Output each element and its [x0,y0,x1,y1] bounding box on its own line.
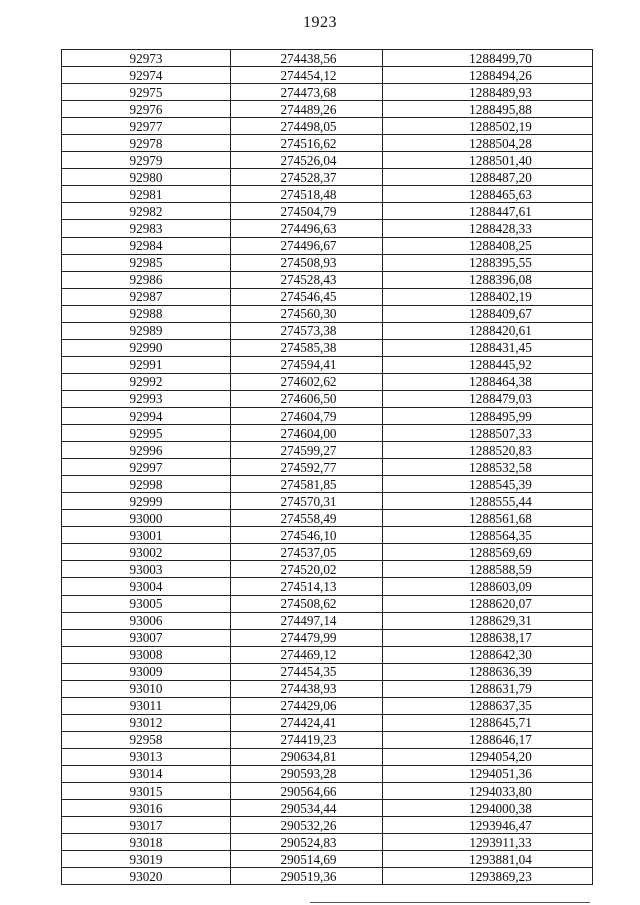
table-row [62,800,593,817]
x-coordinate-cell: 274516,62 [231,135,383,152]
point-number-cell: 93018 [62,834,231,851]
point-number-cell: 92976 [62,101,231,118]
x-coordinate-cell: 274429,06 [231,697,383,714]
table-row [62,203,593,220]
x-coordinate-cell: 290634,81 [231,748,383,765]
table-row [62,595,593,612]
x-coordinate-cell: 274604,79 [231,407,383,424]
table-row [62,459,593,476]
point-number-cell: 92973 [62,50,231,67]
point-number-cell: 93017 [62,817,231,834]
table-row [62,731,593,748]
table-row [62,254,593,271]
y-coordinate-cell: 1288431,45 [383,339,593,356]
table-row [62,544,593,561]
point-number-cell: 92981 [62,186,231,203]
x-coordinate-cell: 274570,31 [231,493,383,510]
table-row [62,629,593,646]
x-coordinate-cell: 290593,28 [231,765,383,782]
y-coordinate-cell: 1288507,33 [383,425,593,442]
x-coordinate-cell: 274560,30 [231,305,383,322]
point-number-cell: 92997 [62,459,231,476]
y-coordinate-cell: 1288631,79 [383,680,593,697]
table-row [62,527,593,544]
y-coordinate-cell: 1293911,33 [383,834,593,851]
x-coordinate-cell: 274469,12 [231,646,383,663]
point-number-cell: 93016 [62,800,231,817]
table-row [62,237,593,254]
x-coordinate-cell: 274454,12 [231,67,383,84]
point-number-cell: 92995 [62,425,231,442]
y-coordinate-cell: 1288638,17 [383,629,593,646]
x-coordinate-cell: 274479,99 [231,629,383,646]
table-row [62,118,593,135]
y-coordinate-cell: 1293946,47 [383,817,593,834]
x-coordinate-cell: 274581,85 [231,476,383,493]
y-coordinate-cell: 1288502,19 [383,118,593,135]
table-row [62,748,593,765]
point-number-cell: 92989 [62,322,231,339]
table-row [62,152,593,169]
point-number-cell: 92958 [62,731,231,748]
point-number-cell: 92975 [62,84,231,101]
x-coordinate-cell: 274537,05 [231,544,383,561]
x-coordinate-cell: 274508,62 [231,595,383,612]
x-coordinate-cell: 274599,27 [231,442,383,459]
table-row [62,851,593,868]
y-coordinate-cell: 1288494,26 [383,67,593,84]
y-coordinate-cell: 1288620,07 [383,595,593,612]
x-coordinate-cell: 274546,45 [231,288,383,305]
x-coordinate-cell: 274489,26 [231,101,383,118]
table-row [62,288,593,305]
point-number-cell: 92987 [62,288,231,305]
y-coordinate-cell: 1288428,33 [383,220,593,237]
x-coordinate-cell: 274438,93 [231,680,383,697]
point-number-cell: 93014 [62,765,231,782]
point-number-cell: 93005 [62,595,231,612]
table-row [62,493,593,510]
table-row [62,646,593,663]
y-coordinate-cell: 1294051,36 [383,765,593,782]
table-row [62,680,593,697]
point-number-cell: 92993 [62,390,231,407]
y-coordinate-cell: 1288445,92 [383,356,593,373]
x-coordinate-cell: 274514,13 [231,578,383,595]
point-number-cell: 92994 [62,407,231,424]
x-coordinate-cell: 274528,43 [231,271,383,288]
point-number-cell: 93003 [62,561,231,578]
point-number-cell: 93006 [62,612,231,629]
table-row [62,169,593,186]
table-row [62,84,593,101]
y-coordinate-cell: 1288564,35 [383,527,593,544]
x-coordinate-cell: 274558,49 [231,510,383,527]
table-row [62,390,593,407]
page-number: 1923 [303,14,337,31]
y-coordinate-cell: 1288555,44 [383,493,593,510]
bottom-rule [310,902,590,903]
y-coordinate-cell: 1288479,03 [383,390,593,407]
point-number-cell: 93012 [62,714,231,731]
point-number-cell: 92986 [62,271,231,288]
y-coordinate-cell: 1288646,17 [383,731,593,748]
table-row [62,561,593,578]
point-number-cell: 93019 [62,851,231,868]
y-coordinate-cell: 1294033,80 [383,783,593,800]
point-number-cell: 93002 [62,544,231,561]
table-row [62,305,593,322]
x-coordinate-cell: 274419,23 [231,731,383,748]
table-row [62,67,593,84]
x-coordinate-cell: 290532,26 [231,817,383,834]
x-coordinate-cell: 274573,38 [231,322,383,339]
y-coordinate-cell: 1293881,04 [383,851,593,868]
coordinates-table-body [62,50,593,885]
y-coordinate-cell: 1288569,69 [383,544,593,561]
y-coordinate-cell: 1288603,09 [383,578,593,595]
point-number-cell: 92984 [62,237,231,254]
point-number-cell: 93020 [62,868,231,885]
y-coordinate-cell: 1288409,67 [383,305,593,322]
table-row [62,578,593,595]
x-coordinate-cell: 274602,62 [231,373,383,390]
y-coordinate-cell: 1288642,30 [383,646,593,663]
x-coordinate-cell: 274546,10 [231,527,383,544]
y-coordinate-cell: 1288408,25 [383,237,593,254]
x-coordinate-cell: 290519,36 [231,868,383,885]
x-coordinate-cell: 274592,77 [231,459,383,476]
y-coordinate-cell: 1288495,88 [383,101,593,118]
table-row [62,50,593,67]
table-row [62,714,593,731]
y-coordinate-cell: 1288464,38 [383,373,593,390]
point-number-cell: 93011 [62,697,231,714]
table-row [62,697,593,714]
x-coordinate-cell: 290534,44 [231,800,383,817]
table-row [62,271,593,288]
y-coordinate-cell: 1288487,20 [383,169,593,186]
y-coordinate-cell: 1293869,23 [383,868,593,885]
point-number-cell: 92999 [62,493,231,510]
point-number-cell: 93008 [62,646,231,663]
y-coordinate-cell: 1288420,61 [383,322,593,339]
table-row [62,101,593,118]
x-coordinate-cell: 274526,04 [231,152,383,169]
y-coordinate-cell: 1288501,40 [383,152,593,169]
y-coordinate-cell: 1288465,63 [383,186,593,203]
y-coordinate-cell: 1288504,28 [383,135,593,152]
table-row [62,442,593,459]
x-coordinate-cell: 274606,50 [231,390,383,407]
y-coordinate-cell: 1288645,71 [383,714,593,731]
point-number-cell: 92982 [62,203,231,220]
point-number-cell: 93004 [62,578,231,595]
point-number-cell: 92985 [62,254,231,271]
table-row [62,220,593,237]
y-coordinate-cell: 1288520,83 [383,442,593,459]
x-coordinate-cell: 274498,05 [231,118,383,135]
point-number-cell: 92988 [62,305,231,322]
x-coordinate-cell: 274520,02 [231,561,383,578]
point-number-cell: 92992 [62,373,231,390]
point-number-cell: 93013 [62,748,231,765]
y-coordinate-cell: 1288532,58 [383,459,593,476]
table-row [62,186,593,203]
table-row [62,425,593,442]
point-number-cell: 93007 [62,629,231,646]
point-number-cell: 92979 [62,152,231,169]
table-row [62,868,593,885]
x-coordinate-cell: 274496,63 [231,220,383,237]
y-coordinate-cell: 1288489,93 [383,84,593,101]
x-coordinate-cell: 290564,66 [231,783,383,800]
y-coordinate-cell: 1288637,35 [383,697,593,714]
x-coordinate-cell: 274518,48 [231,186,383,203]
point-number-cell: 92978 [62,135,231,152]
table-row [62,407,593,424]
point-number-cell: 92974 [62,67,231,84]
x-coordinate-cell: 274496,67 [231,237,383,254]
y-coordinate-cell: 1288402,19 [383,288,593,305]
x-coordinate-cell: 274438,56 [231,50,383,67]
table-row [62,663,593,680]
y-coordinate-cell: 1294054,20 [383,748,593,765]
y-coordinate-cell: 1288629,31 [383,612,593,629]
point-number-cell: 92983 [62,220,231,237]
y-coordinate-cell: 1294000,38 [383,800,593,817]
y-coordinate-cell: 1288588,59 [383,561,593,578]
point-number-cell: 92996 [62,442,231,459]
table-row [62,356,593,373]
x-coordinate-cell: 274504,79 [231,203,383,220]
y-coordinate-cell: 1288561,68 [383,510,593,527]
point-number-cell: 93010 [62,680,231,697]
y-coordinate-cell: 1288545,39 [383,476,593,493]
table-row [62,135,593,152]
coordinates-table [61,49,593,885]
y-coordinate-cell: 1288495,99 [383,407,593,424]
table-row [62,322,593,339]
x-coordinate-cell: 274585,38 [231,339,383,356]
x-coordinate-cell: 290524,83 [231,834,383,851]
point-number-cell: 93015 [62,783,231,800]
point-number-cell: 93001 [62,527,231,544]
table-row [62,817,593,834]
table-row [62,783,593,800]
point-number-cell: 93009 [62,663,231,680]
x-coordinate-cell: 274508,93 [231,254,383,271]
point-number-cell: 92991 [62,356,231,373]
table-row [62,476,593,493]
x-coordinate-cell: 274604,00 [231,425,383,442]
x-coordinate-cell: 274454,35 [231,663,383,680]
table-row [62,510,593,527]
x-coordinate-cell: 274594,41 [231,356,383,373]
table-row [62,834,593,851]
y-coordinate-cell: 1288499,70 [383,50,593,67]
x-coordinate-cell: 274473,68 [231,84,383,101]
x-coordinate-cell: 274528,37 [231,169,383,186]
y-coordinate-cell: 1288636,39 [383,663,593,680]
table-row [62,765,593,782]
point-number-cell: 92998 [62,476,231,493]
table-row [62,339,593,356]
x-coordinate-cell: 274497,14 [231,612,383,629]
y-coordinate-cell: 1288447,61 [383,203,593,220]
point-number-cell: 92980 [62,169,231,186]
table-row [62,373,593,390]
x-coordinate-cell: 290514,69 [231,851,383,868]
table-row [62,612,593,629]
point-number-cell: 92977 [62,118,231,135]
point-number-cell: 92990 [62,339,231,356]
y-coordinate-cell: 1288396,08 [383,271,593,288]
x-coordinate-cell: 274424,41 [231,714,383,731]
y-coordinate-cell: 1288395,55 [383,254,593,271]
point-number-cell: 93000 [62,510,231,527]
